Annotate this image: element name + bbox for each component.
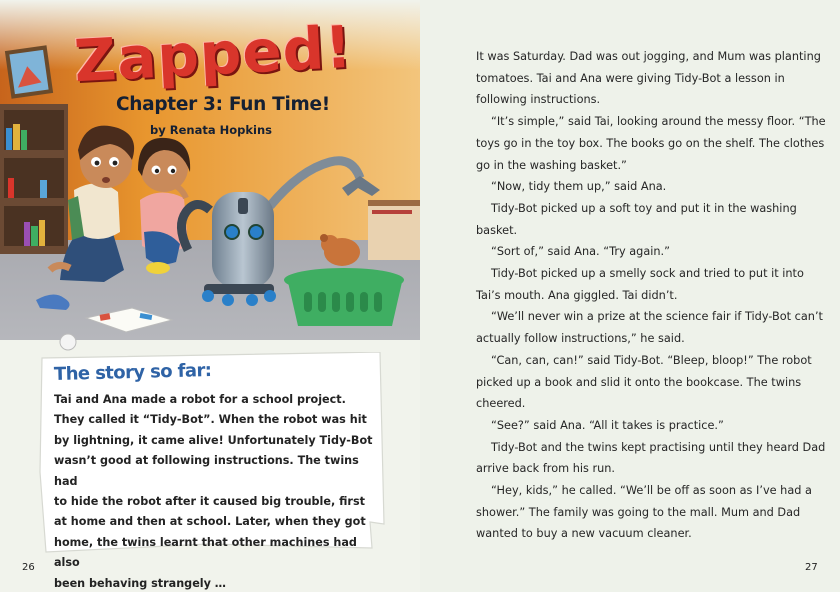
paragraph: “See?” said Ana. “All it takes is practice.”: [491, 418, 724, 432]
paragraph: It was Saturday. Dad was out jogging, and Mum was planting tomatoes. Tai and Ana were giving Tidy-Bot a lesson in following instructions.: [476, 50, 821, 107]
paragraph: “Now, tidy them up,” said Ana.: [491, 180, 667, 194]
wall-picture: [5, 45, 53, 98]
bookshelf: [0, 104, 68, 254]
ball: [60, 334, 76, 350]
left-page-number: 26: [22, 562, 35, 573]
paragraph: “Can, can, can!” said Tidy-Bot. “Bleep, bloop!” The robot picked up a book and slid it onto the bookcase. The twins cheered.: [476, 353, 812, 411]
paragraph: “It’s simple,” said Tai, looking around the messy floor. “The toys go in the toy box. The books go on the shelf. The clothes go in the washing basket.”: [476, 115, 826, 172]
right-page: [420, 0, 840, 592]
paragraph: Tidy-Bot picked up a soft toy and put it in the washing basket.: [476, 201, 797, 237]
author-byline: by Renata Hopkins: [150, 123, 272, 137]
story-so-far-text: Tai and Ana made a robot for a school project. They called it “Tidy-Bot”. When the robot was hit by lightning, it came alive! Unfortunately Tidy-Bot wasn’t good at following instructions. The twins had to hide the robot after it caused big trouble, first at home and then at school. Later, when they got home, the twins learnt that other machines had also been behaving strangely …: [54, 393, 373, 590]
story-body: [476, 46, 826, 545]
story-so-far-box: [38, 352, 388, 590]
story-so-far-heading: The story so far:: [53, 359, 212, 386]
paragraph: “We’ll never win a prize at the science fair if Tidy-Bot can’t actually follow instructions,” he said.: [476, 310, 823, 346]
paragraph: “Hey, kids,” he called. “We’ll be off as soon as I’ve had a shower.” The family was going to the mall. Mum and Dad wanted to buy a new vacuum cleaner.: [476, 484, 812, 541]
right-page-number: 27: [805, 562, 818, 573]
paragraph: Tidy-Bot and the twins kept practising until they heard Dad arrive back from his run.: [476, 440, 826, 476]
paragraph: Tidy-Bot picked up a smelly sock and tried to put it into Tai’s mouth. Ana giggled. Tai didn’t.: [476, 267, 804, 302]
paragraph: “Sort of,” said Ana. “Try again.”: [491, 245, 670, 259]
book-title: Zapped!: [72, 12, 355, 96]
washing-basket: [284, 268, 404, 326]
chapter-title: Chapter 3: Fun Time!: [116, 94, 330, 115]
wall-shelf: [368, 200, 420, 260]
